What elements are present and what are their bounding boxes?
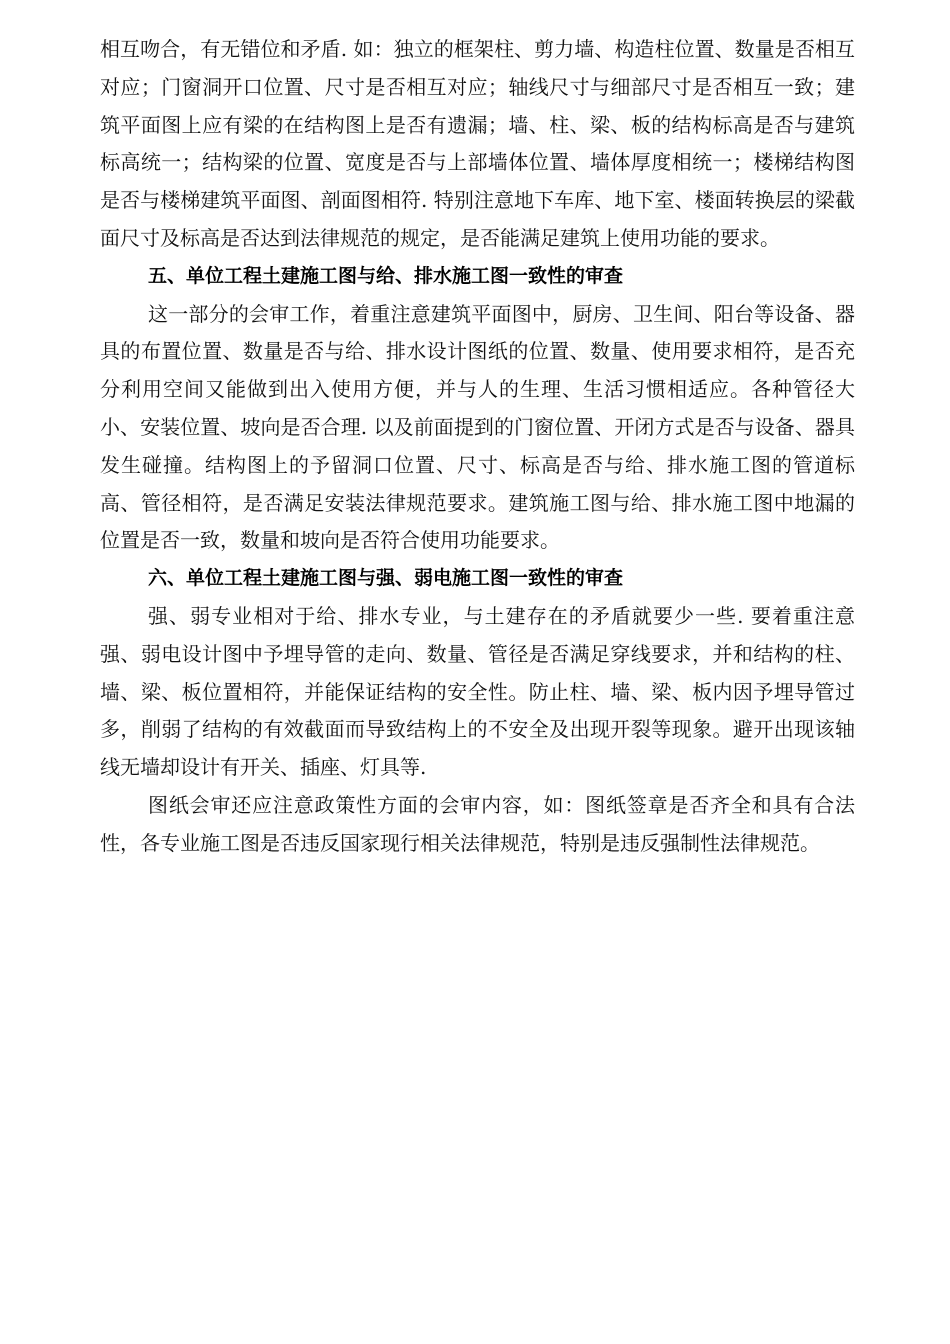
paragraph-drawing-consistency: 相互吻合，有无错位和矛盾. 如：独立的框架柱、剪力墙、构造柱位置、数量是否相互对应；门窗洞开口位置、尺寸是否相互对应；轴线尺寸与细部尺寸是否相互一致；建筑平面图上应有梁的在结构图上是否有遗漏；墙、柱、梁、板的结构标高是否与建筑标高统一；结构梁的位置、宽度是否与上部墙体位置、墙体厚度相统一；楼梯结构图是否与楼梯建筑平面图、剖面图相符. 特别注意地下车库、地下室、楼面转换层的梁截面尺寸及标高是否达到法律规范的规定，是否能满足建筑上使用功能的要求。 (100, 37, 855, 250)
heading-section-6: 六、单位工程土建施工图与强、弱电施工图一致性的审查 (148, 567, 624, 590)
paragraph-policy-review: 图纸会审还应注意政策性方面的会审内容，如：图纸签章是否齐全和具有合法性，各专业施工图是否违反国家现行相关法律规范，特别是违反强制性法律规范。 (100, 792, 855, 855)
document-page (100, 31, 855, 863)
paragraph-plumbing-review: 这一部分的会审工作，着重注意建筑平面图中，厨房、卫生间、阳台等设备、器具的布置位置、数量是否与给、排水设计图纸的位置、数量、使用要求相符，是否充分利用空间又能做到出入使用方便，并与人的生理、生活习惯相适应。各种管径大小、安装位置、坡向是否合理. 以及前面提到的门窗位置、开闭方式是否与设备、器具发生碰撞。结构图上的予留洞口位置、尺寸、标高是否与给、排水施工图的管道标高、管径相符，是否满足安装法律规范要求。建筑施工图与给、排水施工图中地漏的位置是否一致，数量和坡向是否符合使用功能要求。 (100, 301, 855, 553)
heading-section-5: 五、单位工程土建施工图与给、排水施工图一致性的审查 (148, 264, 624, 287)
paragraph-electrical-review: 强、弱专业相对于给、排水专业，与土建存在的矛盾就要少一些. 要着重注意强、弱电设计图中予埋导管的走向、数量、管径是否满足穿线要求，并和结构的柱、墙、梁、板位置相符，并能保证结构的安全性。防止柱、墙、梁、板内因予埋导管过多，削弱了结构的有效截面而导致结构上的不安全及出现开裂等现象。避开出现该轴线无墙却设计有开关、插座、灯具等. (100, 603, 855, 780)
